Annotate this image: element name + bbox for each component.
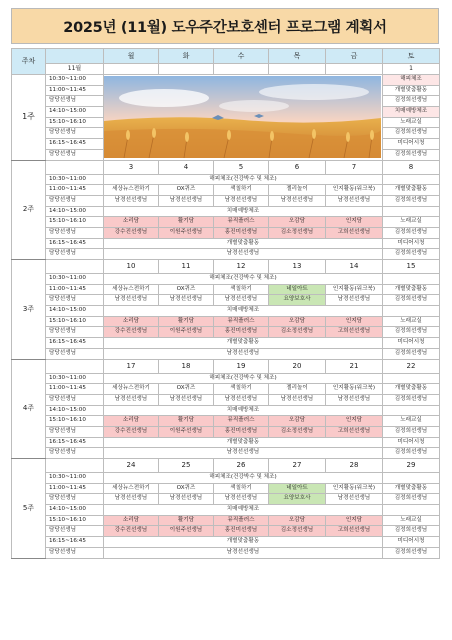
- saturday-cell: 김정희선생님: [383, 547, 440, 558]
- saturday-cell: 노래교실: [383, 316, 440, 327]
- date-spacer: [46, 260, 104, 274]
- music-activity-cell: 인지담: [326, 316, 383, 327]
- date-cell: 15: [383, 260, 440, 274]
- teacher-cell: 남경선선생님: [104, 295, 159, 306]
- date-cell: [159, 64, 214, 75]
- date-row: [12, 459, 440, 473]
- time-cell: 16:15~16:45: [46, 139, 104, 150]
- teacher-cell: 강수진선생님: [104, 227, 159, 238]
- activity-cell: OX퀴즈: [159, 384, 214, 395]
- saturday-cell: 김정희선생님: [383, 526, 440, 537]
- teacher-cell: 김소정선생님: [269, 526, 326, 537]
- saturday-cell: [383, 206, 440, 217]
- teacher-cell: 홍진미선생님: [214, 327, 269, 338]
- teacher-cell: 고희선선생님: [326, 526, 383, 537]
- day-header: 화: [159, 49, 214, 64]
- time-cell: 담당선생님: [46, 295, 104, 306]
- happy-exercise-cell: 해피체조(건강박수 및 체조): [104, 473, 383, 484]
- date-cell: 3: [104, 160, 159, 174]
- date-row: [12, 160, 440, 174]
- time-cell: 10:30~11:00: [46, 274, 104, 285]
- saturday-cell: 개별맞춤활동: [383, 384, 440, 395]
- week-column-header: 주차: [12, 49, 46, 75]
- music-activity-cell: 소리담: [104, 515, 159, 526]
- time-cell: 담당선생님: [46, 494, 104, 505]
- schedule-row: [12, 195, 440, 206]
- date-row: [12, 260, 440, 274]
- date-cell: 7: [326, 160, 383, 174]
- header-row: [12, 49, 440, 64]
- time-cell: 담당선생님: [46, 195, 104, 206]
- schedule-row: [12, 174, 440, 185]
- schedule-row: [12, 547, 440, 558]
- saturday-cell: 노래교실: [383, 217, 440, 228]
- schedule-table: [11, 48, 440, 559]
- page-title: 2025년 (11월) 도우주간보호센터 프로그램 계획서: [11, 8, 439, 44]
- time-cell: 11:00~11:45: [46, 384, 104, 395]
- teacher-cell: 남경선선생님: [269, 394, 326, 405]
- activity-cell: OX퀴즈: [159, 185, 214, 196]
- saturday-cell: [383, 405, 440, 416]
- schedule-row: [12, 238, 440, 249]
- teacher-cell: 강수진선생님: [104, 426, 159, 437]
- saturday-cell: [383, 274, 440, 285]
- schedule-row: [12, 515, 440, 526]
- date-cell: 28: [326, 459, 383, 473]
- schedule-row: [12, 185, 440, 196]
- music-activity-cell: 소리담: [104, 217, 159, 228]
- activity-cell: 세상뉴스전하기: [104, 185, 159, 196]
- music-activity-cell: 활기담: [159, 217, 214, 228]
- saturday-cell: 김정희선생님: [383, 394, 440, 405]
- week-label: 5주: [12, 459, 46, 559]
- teacher-cell: 이원주선생님: [159, 227, 214, 238]
- teacher-cell: 남경선선생님: [104, 494, 159, 505]
- time-cell: 담당선생님: [46, 394, 104, 405]
- saturday-cell: 노래교실: [383, 416, 440, 427]
- activity-cell: 네일아트: [269, 284, 326, 295]
- day-header: 수: [214, 49, 269, 64]
- date-cell: [214, 64, 269, 75]
- activity-cell: 젤리놀이: [269, 384, 326, 395]
- time-cell: 15:10~16:10: [46, 217, 104, 228]
- music-activity-cell: 오감담: [269, 416, 326, 427]
- teacher-cell: 홍진미선생님: [214, 426, 269, 437]
- time-cell: 14:10~15:00: [46, 505, 104, 516]
- activity-cell: 네일아트: [269, 483, 326, 494]
- schedule-row: [12, 316, 440, 327]
- schedule-row: [12, 249, 440, 260]
- happy-exercise-cell: 해피체조(건강박수 및 체조): [104, 373, 383, 384]
- wheat-field-image: [104, 76, 381, 158]
- time-cell: 담당선생님: [46, 448, 104, 459]
- teacher-cell: 홍진미선생님: [214, 526, 269, 537]
- schedule-row: [12, 295, 440, 306]
- saturday-cell: 김정희선생님: [383, 448, 440, 459]
- music-activity-cell: 인지담: [326, 217, 383, 228]
- time-cell: 담당선생님: [46, 547, 104, 558]
- time-cell: 15:10~16:10: [46, 117, 104, 128]
- teacher-cell: 이원주선생님: [159, 327, 214, 338]
- music-activity-cell: 뮤직플러스: [214, 217, 269, 228]
- time-cell: 15:10~16:10: [46, 416, 104, 427]
- time-cell: 14:10~15:00: [46, 206, 104, 217]
- schedule-row: [12, 394, 440, 405]
- schedule-row: [12, 426, 440, 437]
- activity-cell: 색칠하기: [214, 185, 269, 196]
- music-activity-cell: 뮤직플러스: [214, 515, 269, 526]
- saturday-cell: [383, 306, 440, 317]
- time-cell: 담당선생님: [46, 526, 104, 537]
- teacher-cell: 남경선선생님: [326, 195, 383, 206]
- teacher-cell: 남경선선생님: [214, 295, 269, 306]
- music-activity-cell: 활기담: [159, 515, 214, 526]
- teacher-cell: 남경선선생님: [214, 394, 269, 405]
- activity-cell: 인지활동(워크북): [326, 284, 383, 295]
- dementia-exercise-cell: 치매예방체조: [104, 405, 383, 416]
- schedule-row: [12, 206, 440, 217]
- activity-cell: 세상뉴스전하기: [104, 284, 159, 295]
- schedule-row: [12, 217, 440, 228]
- music-activity-cell: 인지담: [326, 416, 383, 427]
- teacher-cell: 남경선선생님: [159, 494, 214, 505]
- time-cell: 14:10~15:00: [46, 405, 104, 416]
- activity-cell: 인지활동(워크북): [326, 384, 383, 395]
- teacher-cell: 남경선선생님: [104, 394, 159, 405]
- time-cell: 담당선생님: [46, 327, 104, 338]
- music-activity-cell: 활기담: [159, 316, 214, 327]
- schedule-row: [12, 405, 440, 416]
- date-cell: 1: [383, 64, 440, 75]
- time-cell: 담당선생님: [46, 128, 104, 139]
- month-header-spacer: [46, 49, 104, 64]
- schedule-row: [12, 494, 440, 505]
- activity-cell: 색칠하기: [214, 483, 269, 494]
- saturday-cell: 김정희선생님: [383, 195, 440, 206]
- schedule-row: [12, 416, 440, 427]
- happy-exercise-cell: 해피체조(건강박수 및 체조): [104, 174, 383, 185]
- saturday-cell: 김정희선생님: [383, 227, 440, 238]
- teacher-cell: 김소정선생님: [269, 327, 326, 338]
- time-cell: 11:00~11:45: [46, 284, 104, 295]
- autumn-field-illustration: [104, 75, 383, 161]
- activity-cell: 색칠하기: [214, 384, 269, 395]
- date-cell: 13: [269, 260, 326, 274]
- day-header: 금: [326, 49, 383, 64]
- schedule-row: [12, 338, 440, 349]
- day-header: 월: [104, 49, 159, 64]
- saturday-cell: [383, 174, 440, 185]
- activity-cell: 색칠하기: [214, 284, 269, 295]
- teacher-cell: 고희선선생님: [326, 327, 383, 338]
- teacher-cell: 남경선선생님: [159, 394, 214, 405]
- saturday-cell: 미디어시청: [383, 537, 440, 548]
- schedule-row: [12, 437, 440, 448]
- individual-activity-cell: 개별맞춤활동: [104, 437, 383, 448]
- music-activity-cell: 소리담: [104, 416, 159, 427]
- date-spacer: [46, 459, 104, 473]
- week-label: 4주: [12, 359, 46, 459]
- time-cell: 10:30~11:00: [46, 373, 104, 384]
- saturday-cell: 미디어시청: [383, 338, 440, 349]
- date-cell: 17: [104, 359, 159, 373]
- time-cell: 10:30~11:00: [46, 473, 104, 484]
- teacher-cell: 이원주선생님: [159, 526, 214, 537]
- time-cell: 11:00~11:45: [46, 483, 104, 494]
- teacher-cell: 남경선선생님: [326, 494, 383, 505]
- music-activity-cell: 인지담: [326, 515, 383, 526]
- date-cell: 22: [383, 359, 440, 373]
- activity-cell: 젤리놀이: [269, 185, 326, 196]
- time-cell: 16:15~16:45: [46, 537, 104, 548]
- saturday-cell: 개별맞춤활동: [383, 284, 440, 295]
- date-row: [12, 359, 440, 373]
- schedule-row: [12, 227, 440, 238]
- time-cell: 담당선생님: [46, 426, 104, 437]
- month-row: [12, 64, 440, 75]
- saturday-cell: 김정희선생님: [383, 426, 440, 437]
- time-cell: 16:15~16:45: [46, 437, 104, 448]
- teacher-cell: 홍진미선생님: [214, 227, 269, 238]
- week-label: 3주: [12, 260, 46, 360]
- date-cell: 21: [326, 359, 383, 373]
- date-cell: 6: [269, 160, 326, 174]
- teacher-cell: 요양보호사: [269, 295, 326, 306]
- time-cell: 10:30~11:00: [46, 75, 104, 86]
- music-activity-cell: 소리담: [104, 316, 159, 327]
- saturday-cell: 김정희선생님: [383, 96, 440, 107]
- saturday-cell: [383, 505, 440, 516]
- saturday-cell: [383, 473, 440, 484]
- schedule-row: [12, 384, 440, 395]
- activity-cell: OX퀴즈: [159, 284, 214, 295]
- individual-activity-cell: 개별맞춤활동: [104, 338, 383, 349]
- activity-cell: 인지활동(워크북): [326, 483, 383, 494]
- date-spacer: [46, 359, 104, 373]
- saturday-cell: [383, 373, 440, 384]
- teacher-cell: 고희선선생님: [326, 227, 383, 238]
- music-activity-cell: 오감담: [269, 515, 326, 526]
- music-activity-cell: 뮤직플러스: [214, 316, 269, 327]
- date-cell: 11: [159, 260, 214, 274]
- schedule-row: [12, 537, 440, 548]
- dementia-exercise-cell: 치매예방체조: [104, 306, 383, 317]
- time-cell: 16:15~16:45: [46, 238, 104, 249]
- month-label: 11월: [46, 64, 104, 75]
- teacher-cell: 남경선선생님: [269, 195, 326, 206]
- teacher-cell: 남경선선생님: [104, 195, 159, 206]
- saturday-cell: 치매예방체조: [383, 107, 440, 118]
- schedule-row: [12, 373, 440, 384]
- dementia-exercise-cell: 치매예방체조: [104, 206, 383, 217]
- schedule-row: [12, 473, 440, 484]
- teacher-cell: 김소정선생님: [269, 227, 326, 238]
- teacher-cell: 남경선선생님: [104, 448, 383, 459]
- activity-cell: OX퀴즈: [159, 483, 214, 494]
- saturday-cell: 노래교실: [383, 117, 440, 128]
- week-label: 1주: [12, 75, 46, 161]
- schedule-row: [12, 505, 440, 516]
- time-cell: 10:30~11:00: [46, 174, 104, 185]
- date-cell: 14: [326, 260, 383, 274]
- time-cell: 15:10~16:10: [46, 316, 104, 327]
- saturday-cell: 김정희선생님: [383, 149, 440, 160]
- date-cell: 12: [214, 260, 269, 274]
- schedule-row: [12, 327, 440, 338]
- schedule-row: [12, 526, 440, 537]
- date-cell: 19: [214, 359, 269, 373]
- saturday-cell: 개별맞춤활동: [383, 85, 440, 96]
- date-cell: 5: [214, 160, 269, 174]
- teacher-cell: 남경선선생님: [159, 295, 214, 306]
- saturday-cell: 김정희선생님: [383, 249, 440, 260]
- schedule-row: [12, 284, 440, 295]
- teacher-cell: 남경선선생님: [326, 295, 383, 306]
- time-cell: 16:15~16:45: [46, 338, 104, 349]
- music-activity-cell: 오감담: [269, 316, 326, 327]
- teacher-cell: 강수진선생님: [104, 327, 159, 338]
- activity-cell: 세상뉴스전하기: [104, 384, 159, 395]
- date-cell: [104, 64, 159, 75]
- time-cell: 담당선생님: [46, 149, 104, 160]
- time-cell: 15:10~16:10: [46, 515, 104, 526]
- date-cell: 25: [159, 459, 214, 473]
- music-activity-cell: 뮤직플러스: [214, 416, 269, 427]
- time-cell: 14:10~15:00: [46, 107, 104, 118]
- teacher-cell: 고희선선생님: [326, 426, 383, 437]
- teacher-cell: 이원주선생님: [159, 426, 214, 437]
- teacher-cell: 김소정선생님: [269, 426, 326, 437]
- dementia-exercise-cell: 치매예방체조: [104, 505, 383, 516]
- saturday-cell: 김정희선생님: [383, 494, 440, 505]
- date-cell: 10: [104, 260, 159, 274]
- schedule-row: [12, 348, 440, 359]
- schedule-row: [12, 306, 440, 317]
- date-cell: 27: [269, 459, 326, 473]
- time-cell: 14:10~15:00: [46, 306, 104, 317]
- date-cell: 24: [104, 459, 159, 473]
- saturday-cell: 김정희선생님: [383, 327, 440, 338]
- week-label: 2주: [12, 160, 46, 260]
- teacher-cell: 남경선선생님: [104, 249, 383, 260]
- teacher-cell: 요양보호사: [269, 494, 326, 505]
- date-cell: [326, 64, 383, 75]
- time-cell: 담당선생님: [46, 227, 104, 238]
- schedule-row: [12, 448, 440, 459]
- saturday-cell: 김정희선생님: [383, 348, 440, 359]
- date-cell: 26: [214, 459, 269, 473]
- saturday-cell: 개별맞춤활동: [383, 483, 440, 494]
- saturday-cell: 미디어시청: [383, 139, 440, 150]
- activity-cell: 인지활동(워크북): [326, 185, 383, 196]
- saturday-cell: 노래교실: [383, 515, 440, 526]
- music-activity-cell: 활기담: [159, 416, 214, 427]
- date-cell: 18: [159, 359, 214, 373]
- schedule-row: [12, 75, 440, 86]
- teacher-cell: 남경선선생님: [214, 494, 269, 505]
- schedule-row: [12, 274, 440, 285]
- individual-activity-cell: 개별맞춤활동: [104, 238, 383, 249]
- time-cell: 담당선생님: [46, 348, 104, 359]
- saturday-cell: 김정희선생님: [383, 295, 440, 306]
- time-cell: 11:00~11:45: [46, 185, 104, 196]
- date-cell: [269, 64, 326, 75]
- saturday-cell: 미디어시청: [383, 437, 440, 448]
- teacher-cell: 남경선선생님: [104, 547, 383, 558]
- saturday-cell: 미디어시청: [383, 238, 440, 249]
- teacher-cell: 남경선선생님: [214, 195, 269, 206]
- teacher-cell: 남경선선생님: [104, 348, 383, 359]
- saturday-cell: 해피체조: [383, 75, 440, 86]
- teacher-cell: 남경선선생님: [159, 195, 214, 206]
- date-cell: 29: [383, 459, 440, 473]
- schedule-row: [12, 483, 440, 494]
- music-activity-cell: 오감담: [269, 217, 326, 228]
- date-cell: 4: [159, 160, 214, 174]
- time-cell: 담당선생님: [46, 249, 104, 260]
- time-cell: 담당선생님: [46, 96, 104, 107]
- teacher-cell: 강수진선생님: [104, 526, 159, 537]
- date-spacer: [46, 160, 104, 174]
- date-cell: 8: [383, 160, 440, 174]
- activity-cell: 세상뉴스전하기: [104, 483, 159, 494]
- saturday-cell: 김정희선생님: [383, 128, 440, 139]
- time-cell: 11:00~11:45: [46, 85, 104, 96]
- date-cell: 20: [269, 359, 326, 373]
- day-header: 목: [269, 49, 326, 64]
- individual-activity-cell: 개별맞춤활동: [104, 537, 383, 548]
- teacher-cell: 남경선선생님: [326, 394, 383, 405]
- day-header: 토: [383, 49, 440, 64]
- happy-exercise-cell: 해피체조(건강박수 및 체조): [104, 274, 383, 285]
- saturday-cell: 개별맞춤활동: [383, 185, 440, 196]
